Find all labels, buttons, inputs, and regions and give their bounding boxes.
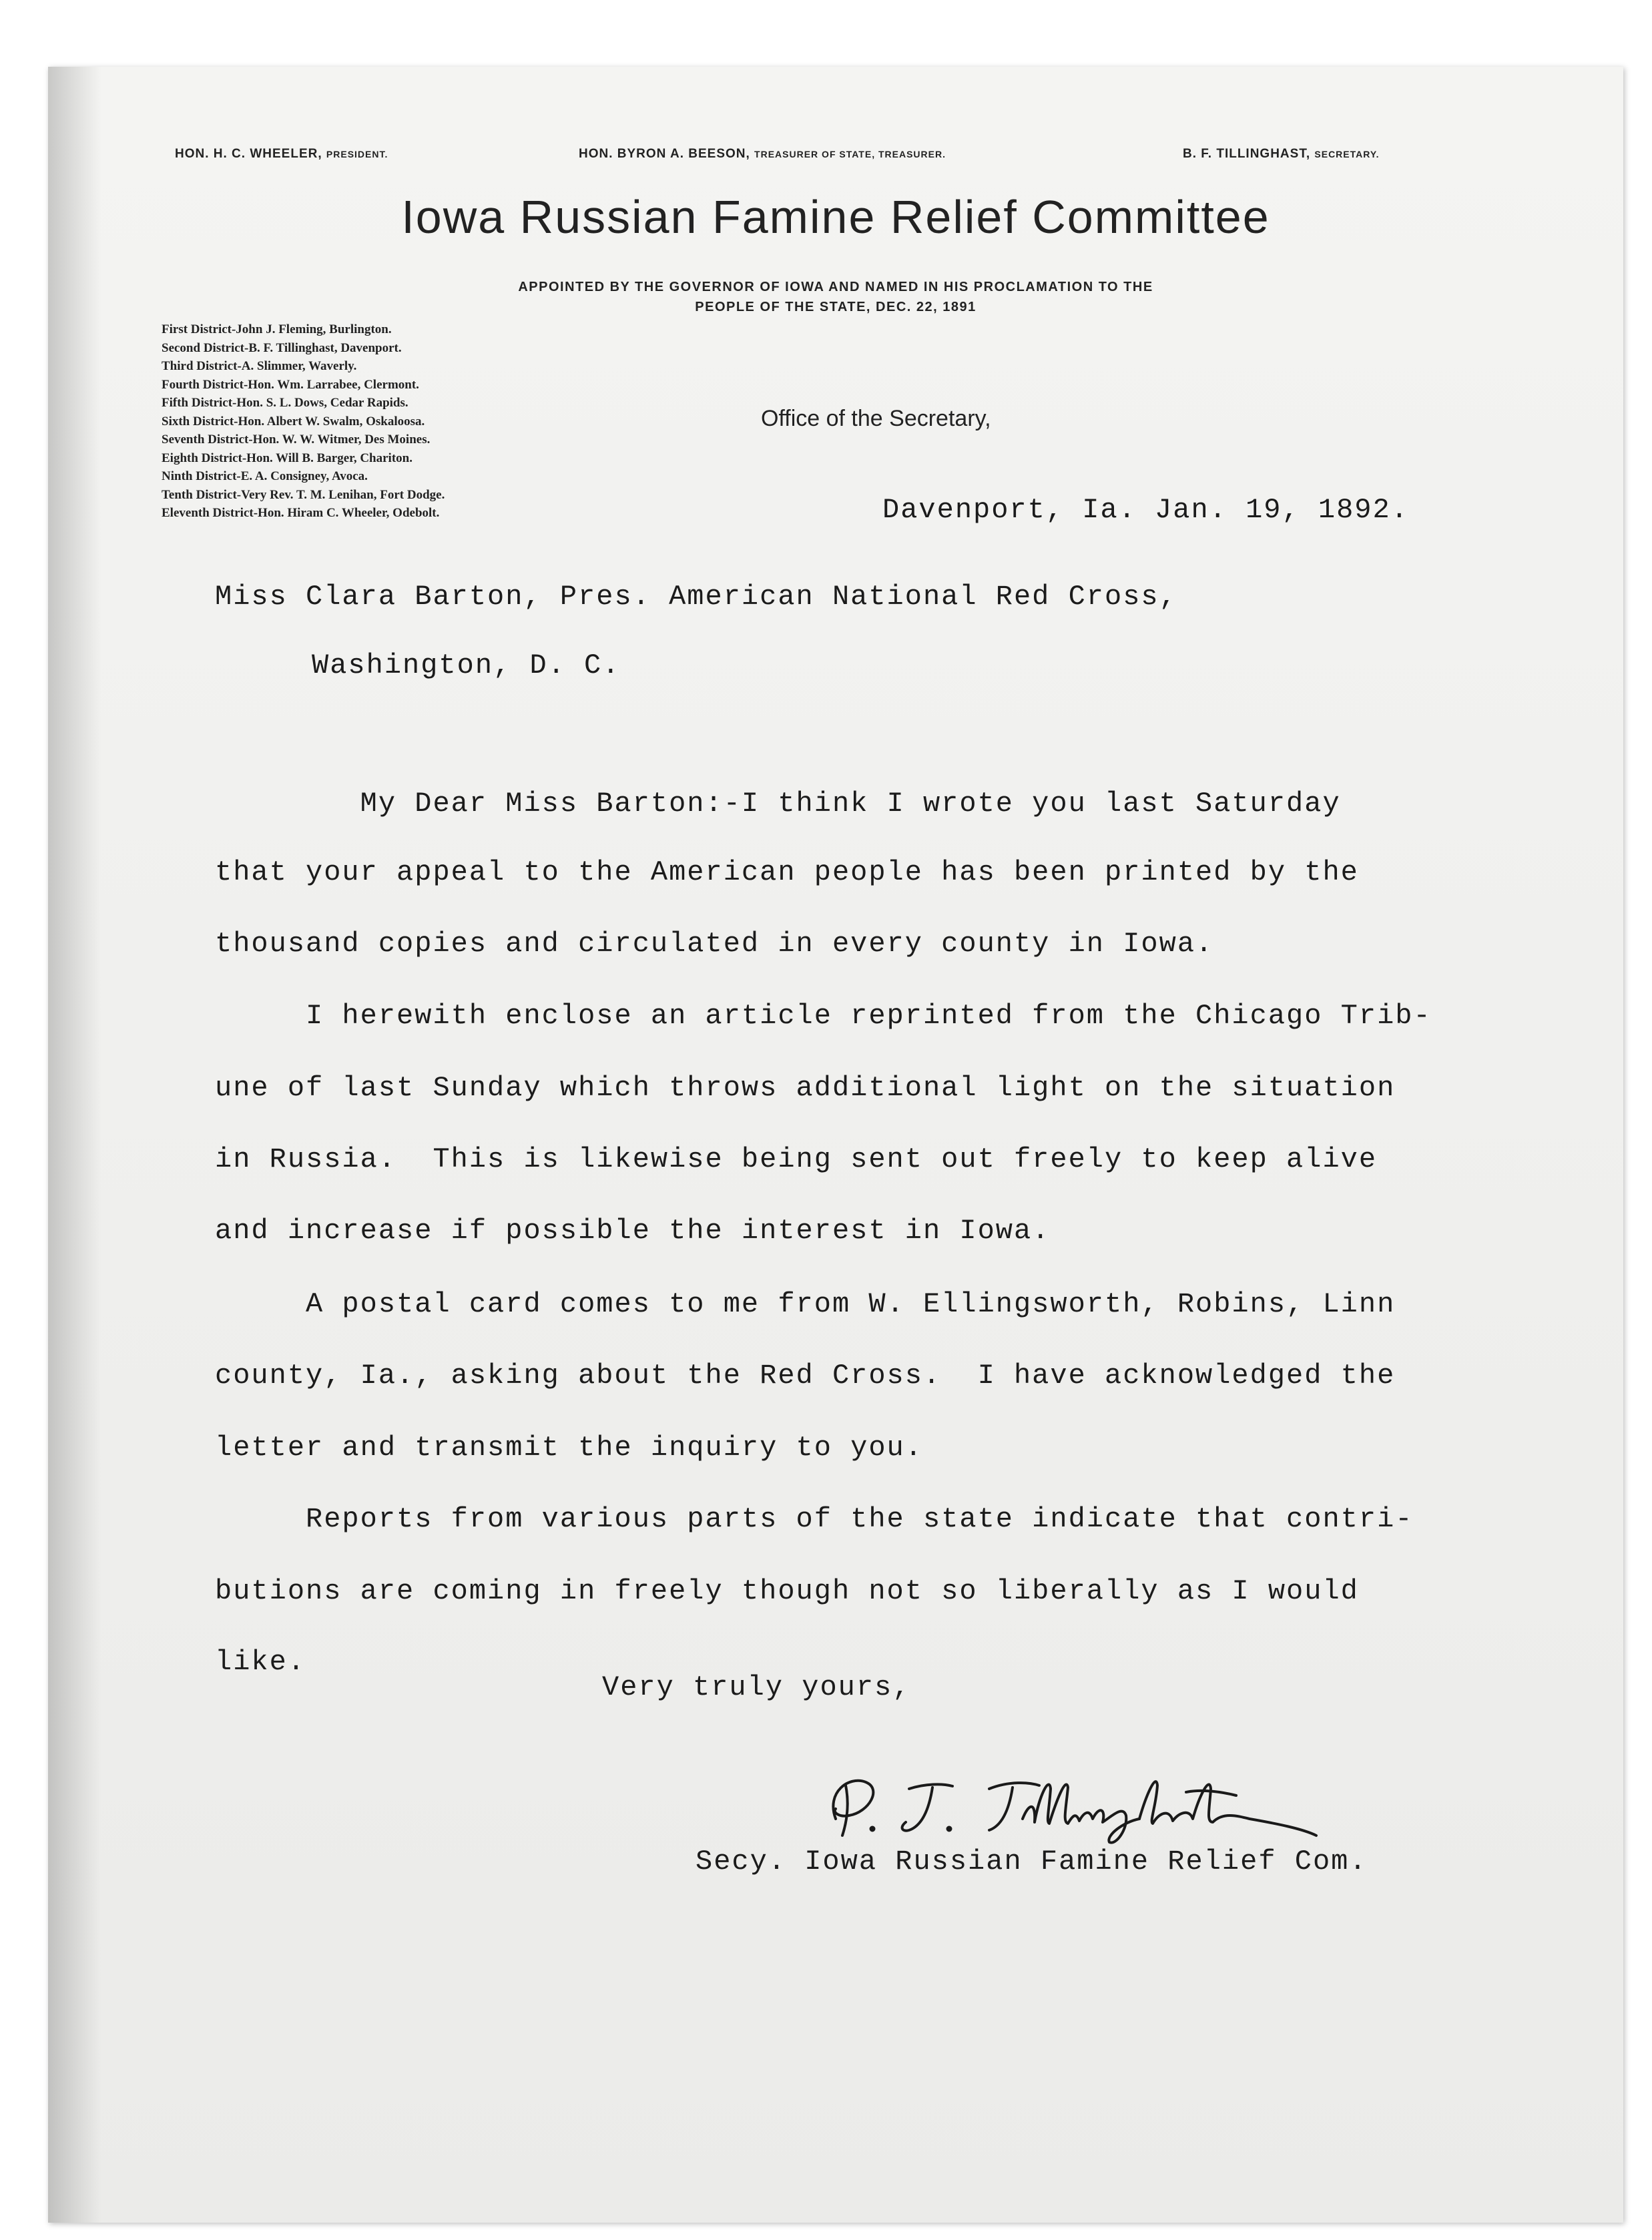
district-item: Tenth District-Very Rev. T. M. Lenihan, Fort Dodge.: [162, 487, 445, 502]
secretary-name: B. F. TILLINGHAST,: [1183, 147, 1311, 161]
signer-title: Secy. Iowa Russian Famine Relief Com.: [696, 1846, 1368, 1878]
body-line: My Dear Miss Barton:-I think I wrote you last Saturday: [215, 788, 1341, 820]
body-line: A postal card comes to me from W. Ellingsworth, Robins, Linn: [215, 1288, 1396, 1320]
addressee-line-2: Washington, D. C.: [312, 649, 621, 681]
treasurer-role: TREASURER OF STATE, TREASURER.: [754, 149, 946, 160]
committee-title: Iowa Russian Famine Relief Committee: [401, 191, 1270, 243]
letter-page: [48, 67, 1623, 2223]
secretary-officer: [1183, 147, 1380, 162]
president-officer: [175, 147, 388, 162]
body-line: that your appeal to the American people has been printed by the: [215, 856, 1359, 888]
scan-edge-shadow: [48, 67, 101, 2223]
district-item: Eleventh District-Hon. Hiram C. Wheeler, Odebolt.: [162, 506, 440, 520]
appointment-note: [48, 277, 1623, 317]
district-item: Ninth District-E. A. Consigney, Avoca.: [162, 469, 368, 483]
district-item: Second District-B. F. Tillinghast, Davenport.: [162, 340, 402, 355]
district-item: Third District-A. Slimmer, Waverly.: [162, 359, 357, 373]
district-item: Fourth District-Hon. Wm. Larrabee, Clermont.: [162, 377, 419, 392]
body-line: in Russia. This is likewise being sent out freely to keep alive: [215, 1143, 1378, 1175]
district-item: Seventh District-Hon. W. W. Witmer, Des Moines.: [162, 433, 431, 447]
district-list: [162, 320, 642, 523]
dateline: Davenport, Ia. Jan. 19, 1892.: [882, 494, 1409, 526]
district-item: First District-John J. Fleming, Burlington.: [162, 322, 392, 336]
addressee-line-1: Miss Clara Barton, Pres. American National Red Cross,: [215, 581, 1177, 613]
treasurer-name: HON. BYRON A. BEESON,: [579, 147, 750, 161]
office-of-secretary: Office of the Secretary,: [761, 406, 991, 431]
body-line: county, Ia., asking about the Red Cross. I have acknowledged the: [215, 1360, 1396, 1392]
secretary-role: SECRETARY.: [1314, 149, 1380, 160]
treasurer-officer: [579, 147, 946, 162]
district-item: Eighth District-Hon. Will B. Barger, Chariton.: [162, 451, 412, 465]
body-line: une of last Sunday which throws additional light on the situation: [215, 1072, 1396, 1104]
body-line: butions are coming in freely though not so liberally as I would: [215, 1575, 1359, 1607]
appointment-line-1: APPOINTED BY THE GOVERNOR OF IOWA AND NAMED IN HIS PROCLAMATION TO THE: [518, 280, 1153, 294]
closing: Very truly yours,: [602, 1671, 911, 1703]
body-line: letter and transmit the inquiry to you.: [215, 1432, 923, 1464]
president-role: PRESIDENT.: [326, 149, 388, 160]
signature-image: [809, 1755, 1330, 1856]
body-line: I herewith enclose an article reprinted from the Chicago Trib-: [215, 1000, 1432, 1032]
appointment-line-2: PEOPLE OF THE STATE, DEC. 22, 1891: [695, 300, 977, 314]
district-item: Fifth District-Hon. S. L. Dows, Cedar Rapids.: [162, 396, 408, 410]
body-line: Reports from various parts of the state indicate that contri-: [215, 1503, 1414, 1535]
district-item: Sixth District-Hon. Albert W. Swalm, Oskaloosa.: [162, 414, 425, 429]
president-name: HON. H. C. WHEELER,: [175, 147, 322, 161]
body-line: thousand copies and circulated in every county in Iowa.: [215, 928, 1214, 960]
body-line: like.: [215, 1646, 306, 1678]
body-line: and increase if possible the interest in Iowa.: [215, 1215, 1051, 1247]
